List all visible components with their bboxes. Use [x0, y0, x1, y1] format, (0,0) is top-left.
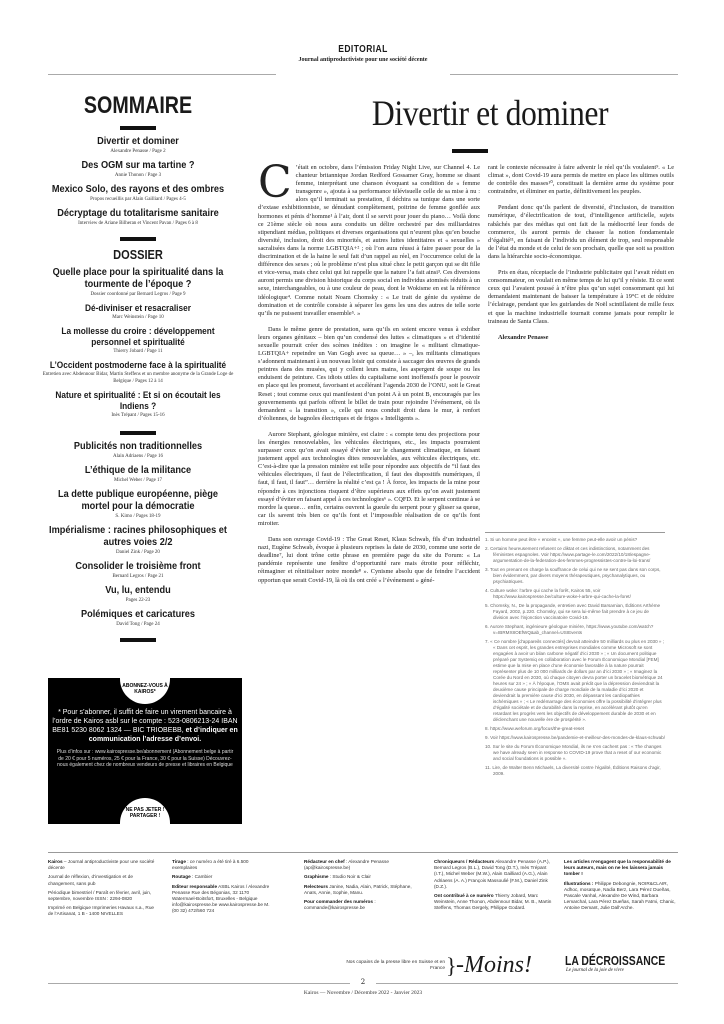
toc-entry-title: La mollesse du croire : développement personnel et spiritualité: [61, 326, 215, 347]
toc-entry-author: Dossier coordonné par Bernard Legros / Page 9: [90, 292, 186, 297]
colophon-text: Périodique bimestriel / Paraît en février, avril, juin, septembre, novembre ISSN : 2294-0820: [48, 889, 152, 902]
subscribe-badge: ABONNEZ-VOUS À KAIROS*: [120, 676, 170, 704]
title-underline: [452, 149, 488, 153]
toc-entry-author: S. Kimo / Pages 18-19: [115, 514, 161, 519]
article-paragraph: Dans son ouvrage Covid-19 : The Great Reset, Klaus Schwab, fils d’un industriel nazi, Eugène Schwab, évoque à plusieurs reprises la date de 2030, comme une sorte de deadline⁷, lui dont trône cette phrase en première page du site du Forum: « La pandémie représente une fenêtre d’opportunité rare mais étroite pour réfléchir, réimaginer et réinitialiser notre monde⁸ ». Cynisme absolu que de feindre l’accident opportun que serait Covid-19, là où ils ont créé « l’événement » géné-: [258, 536, 480, 584]
colophon-col-editors: [304, 859, 424, 914]
colophon-entry: [434, 859, 556, 890]
colophon-label: Les articles n’engagent que la responsabilité de leurs auteurs, mais on ne les laissera jamais tomber !: [564, 859, 671, 877]
toc-entry[interactable]: [40, 360, 236, 385]
footnote: 4. Culture woke: l’arbre qui cache la forêt, Kairos 55, voir https://www.kairospresse.be/culture-woke-l-arbre-qui-cache-la-foret/: [485, 588, 631, 599]
footnotes: [485, 532, 665, 780]
colophon-label: Graphisme: [304, 874, 329, 880]
colophon-entry: [564, 859, 678, 878]
paragraph-text: ’était en octobre, dans l’émission Friday Night Live, sur Channel 4. Le chanteur britannique Jordan Redford Gossamer Gray, homme se disant femme, interprétant une chanson évoquant sa condition de « femme transgenre », ajouta à sa performance télévisuelle celle de sa mise à nu : alors qu’il terminait sa prestation, il déchira sa tunique dans une sorte d’extase exhibitionniste, se dénudant complètement, poitrine de femme gonflée aux hormones et pénis d’homme¹ à l’air, dont il se servit pour jouer du piano… Voilà donc ce 21ème siècle où nous aura conduits un délire orchestré par des milliardaires stipendiant médias, politiques et diverses organisations qui n’eurent plus qu’en bouche diversité, inclusion, droit des minorités, et autres luttes identitaires et « sexuelles » sacralisées dans la norme LGBTQIA+² ; où l’on aura réussi à faire passer pour de la discrimination et de la haine le seul fait d’un rappel au réel, en l’occurrence celui de la différence des sexes ; où le problème n’est plus situé chez le petit garçon qui se dit fille et vice-versa, mais chez celui qui lui rappelle que la nature l’a fait ainsi³. Ces diversions auront permis une division historique du corps social en individus atomisés réduits à un sexe, interchangeables, ou à une couleur de peau, dont le Wokisme en est la référence idéologique⁴. Comme notait Noam Chomsky : « Le trait de génie du système de domination et de contrôle consiste à séparer les gens les uns des autres de telle sorte qu’ils ne puissent travailler ensemble⁵. »: [258, 164, 480, 317]
colophon-entry: [172, 859, 272, 871]
article-column-1: [258, 157, 480, 854]
colophon-label: Rédacteur en chef: [304, 859, 345, 864]
toc-entry[interactable]: [40, 160, 236, 179]
journal-subtitle: Journal antiproductiviste pour une société décente: [298, 57, 428, 63]
footnote: 1. Si un homme peut être « enceint », une femme peut-elle avoir un pénis?: [485, 537, 638, 542]
toc-entry-title: Consolider le troisième front: [75, 561, 201, 572]
colophon-entry: [304, 859, 424, 871]
toc-entry[interactable]: [40, 390, 236, 419]
toc-entry[interactable]: [40, 267, 236, 298]
article-paragraph: Pris en étau, réceptacle de l’industrie publicitaire qui l’avait réduit en consommateur, on voulait en même temps de lui qu’il y résiste. Et ce sont ceux qui l’avaient poussé à n’être plus qu’un sujet consommant qui lui demandaient maintenant de baisser la température à 19°C et de réduire l’éclairage, pendant que les guirlandes de Noël scintillaient de mille feux et que la machine industrielle tournait comme jamais pour remplir le traineau de Santa Claus.: [488, 269, 674, 325]
toc-entry-author: David Tong / Page 24: [116, 622, 160, 627]
colophon: [48, 852, 678, 917]
article-title: Divertir et dominer: [371, 93, 609, 133]
colophon-col-writers: [434, 859, 556, 915]
toc-entry-title: Impérialisme : racines philosophiques et autres voies 2/2: [49, 525, 227, 548]
colophon-label: Editeur responsable: [172, 883, 218, 889]
colophon-label: Kairos: [48, 859, 63, 864]
toc-entry-title: Des OGM sur ma tartine ?: [81, 160, 195, 171]
colophon-entry: [434, 893, 556, 912]
footnote: 7. « Ce nombre [d’appareils connectés] devrait atteindre 50 milliards ou plus en 2030 » ; « Dans cet esprit, les grandes entreprises mondiales comme Microsoft se sont engagées à avoir un bilan carbone négatif d’ici 2030 » ; « Un document politique préparé par Systemiq en collaboration avec le Forum Économique Mondial [FEM] estime que la mise en place d’une économie favorable à la nature pourrait représenter plus de 10 000 milliards de dollars par an d’ici 2030 » ; « Imaginez la Corée du Nord en 2030, où chaque citoyen devra porter un bracelet biométrique 24 heures sur 24 » ; « À l’époque, l’OMS avait prédit que la dépression deviendrait la deuxième cause principale de charge mondiale de la maladie d’ici 2020 et deviendrait la première cause d’ici 2030, en dépassant les cardiopathies ischémiques » ; « Le redémarrage des économies offre la possibilité d’intégrer plus d’égalité sociétale et de durabilité dans la reprise, en accélérant plutôt qu’en retardant les progrès vers les objectifs de développement durable de 2030 et en déclenchant une nouvelle ère de prospérité ».: [485, 639, 665, 722]
divider: [120, 237, 156, 241]
colophon-text: Philippe Debongnie, NOIR&CLAIR, Adhoc, mosaïque, Nadia Berz, Lara Pérez Dueñas, Pascale Vanhal, Alexandre De Wind, Barbara Lemarchal, Lara Pérez Dueñas, Sarah Fatmi, Chanic, Antoine Demant, Julie Dall’Arche.: [564, 880, 676, 911]
colophon-label: Tirage: [172, 859, 186, 864]
rule: [376, 983, 678, 984]
share-badge: NE PAS JETER ! PARTAGER !: [120, 798, 170, 826]
colophon-entry: [304, 899, 424, 911]
colophon-col-publication: [48, 859, 156, 921]
footnote: 5. Chomsky, N., De la propagande, entretien avec David Barsamian, Éditions Arthème Fayard, 2002, p.220. Chomsky, qui se sera lui-même fait prendre à ce jeu de division avec l’injonction vaccinatoire Covid-19.: [485, 603, 661, 620]
toc-entry[interactable]: [40, 208, 236, 227]
toc-entry-author: Pages 22-23: [125, 598, 151, 603]
footnote: 9. Voir https://www.kairospresse.be/pandemie-et-meilleur-des-mondes-de-klaus-schwab/: [485, 735, 665, 740]
colophon-text: : commande@kairospresse.be: [304, 899, 376, 911]
article-paragraph: [258, 157, 480, 318]
toc-entry[interactable]: [40, 184, 236, 203]
section-title: EDITORIAL: [338, 44, 388, 55]
toc-entry[interactable]: [40, 136, 236, 155]
page-number-bar: [48, 978, 678, 988]
subscribe-box: [48, 678, 242, 824]
issue-line: Kairos — Novembre / Décembre 2022 - Janvier 2023: [303, 990, 423, 996]
toc-entry-author: Bernard Legros / Page 21: [112, 574, 164, 579]
subscribe-info: Plus d’infos sur : www.kairospresse.be/abonnement (Abonnement belge à partir de 20 € pour 5 numéros, 25 € pour la France, 30 € pour la Suisse) Découvrez-nous également chez de nombreux vendeurs de presse et libraires en Belgique: [56, 749, 234, 769]
toc-entry-author: Marc Weinstein / Page 10: [112, 315, 164, 320]
colophon-text: : Cambier: [190, 874, 213, 880]
toc-entry[interactable]: [40, 525, 236, 556]
colophon-label: Routage: [172, 874, 191, 880]
header-rule-right: [450, 74, 678, 75]
footnote: 6. Aurore Stephant, ingénieure géologue minière, https://www.youtube.com/watch?v=IBRMX8OEfWQ&ab_channel=USIEvents: [485, 624, 654, 635]
colophon-label: Relecteurs: [304, 883, 328, 889]
colophon-text: Alexandre Penasse (A.P.), Bernard Legros (B.L.), David Tong (D.T.), Inès Trépant (I.T.), Michel Weber (M.W.), Alain Gailliard (A.G.), Alain Adriaens (A. A.) François Massoulié (F.M.), Daniel Zink (D.Z.).: [434, 859, 550, 889]
colophon-text: : ce numéro a été tiré à 6.500 exemplaires: [172, 859, 249, 871]
toc-entry-author: Inès Trépant / Pages 15-16: [111, 413, 165, 418]
colophon-entry: [172, 884, 272, 915]
toc-entry-author: Alain Adriaens / Page 16: [113, 454, 163, 459]
colophon-text: ASBL Kairos / Alexandre Penasse Rue des Bégonias, 32 1170 Watermael-Boitsfort, Bruxelles - Belgique info@kairospresse.be www.kairospresse.be M. (00 32) 472/560 724: [172, 883, 270, 914]
toc-entry-title: Mexico Solo, des rayons et des ombres: [51, 184, 225, 195]
footnote: 3. Tout en prenant en charge la souffrance de celui qui ne se sent pas dans son corps, bien évidemment, par divers moyens thérapeutiques, psychanalytiques, ou psychiatriques.: [485, 567, 661, 584]
colophon-text: Thierry Jobard, Marc Weinstein, Anne Thonon, Abdennour Bidar, M. B., Martin Steffens, Thomas Gergely, Philippe Godard.: [434, 893, 552, 911]
article-paragraph: rant le contexte nécessaire à faire advenir le réel qu’ils voulaient⁹. « Le climat », dont Covid-19 aura permis de mettre en place les ultimes outils de contrôle des masses¹⁰, constituait la dernière arme du système pour contraindre, et éliminer en partie, définitivement les peuples.: [488, 164, 674, 196]
page-header: [48, 40, 678, 63]
dossier-title: DOSSIER: [113, 247, 163, 262]
colophon-entry: [48, 859, 156, 871]
subscribe-main-text: [52, 708, 238, 744]
article-paragraph: Pendant donc qu’ils parlent de diversité, d’inclusion, de transition numérique, d’électrification de tout, d’intelligence artificielle, sujets rabâchés par des médias qui ont fait de la médiocrité leur fonds de commerce, ils auront permis de chasser la notion fondamentale d’égalité¹¹, en faisant de l’individu un élément de trop, seul responsable de l’état du monde et de celui de son prochain, quelle que soit sa position dans la hiérarchie socio-économique.: [488, 204, 674, 260]
toc-entry-title: Publicités non traditionnelles: [73, 441, 203, 452]
decroissance-logo: LA DÉCROISSANCE: [565, 953, 666, 968]
colophon-text: : Studio Noir & Clair: [328, 874, 371, 880]
subscribe-instructions: * Pour s’abonner, il suffit de faire un virement bancaire à l’ordre de Kairos asbl sur le compte : 523-0806213-24 IBAN BE81 5230 8062 1324 — BIC TRIOBEBB,: [52, 709, 238, 734]
footnote: 10. Sur le site du Forum Économique Mondial, ils ne s’en cachent pas : « The changes we have already seen in response to COVID-19 prove that a reset of our economic and social foundations is possible ».: [485, 744, 662, 761]
article-column-2: [488, 164, 674, 350]
toc-entry[interactable]: [40, 465, 236, 484]
article-signature: Alexandre Penasse: [498, 333, 549, 341]
partner-press-label: Nos copains de la presse libre en Suisse et en France: [346, 960, 445, 971]
colophon-entry: [564, 881, 678, 912]
toc-entry-author: Michel Weber / Page 17: [113, 478, 163, 483]
colophon-label: Ont contribué à ce numéro: [434, 893, 494, 899]
toc-entry-author: Daniel Zink / Page 20: [116, 550, 160, 555]
toc-entry-author: Propos recueillis par Alain Gailliard / Pages 4-5: [90, 197, 186, 202]
colophon-col-illustrations: [564, 859, 678, 915]
colophon-text: – Journal antiproductiviste pour une société décente: [48, 859, 155, 871]
decroissance-tagline: Le journal de la joie de vivre: [566, 968, 624, 973]
colophon-entry: [48, 874, 156, 886]
colophon-entry: [48, 890, 156, 902]
toc-entry-author: Interview de Ariane Bilheran et Vincent Pavan / Pages 6 à 8: [78, 221, 198, 226]
toc-entry-author: Alexandre Penasse / Page 2: [110, 149, 166, 154]
colophon-label: Pour commander des numéros: [304, 899, 374, 905]
divider: [120, 126, 156, 130]
brace-icon: }: [446, 953, 457, 978]
page-number: 2: [360, 978, 366, 986]
divider: [120, 638, 156, 642]
header-rule-left: [48, 74, 276, 75]
colophon-text: Janine, Nadia, Alain, Patrick, Stéphane, Anaïs, Annie, Sophie, Manu.: [304, 883, 412, 895]
toc-entry[interactable]: [40, 561, 236, 580]
drop-cap: C: [258, 157, 292, 208]
footnote: 2. Certains heureusement refusent ce diktat et ces indistinctions, notamment des féministes espagnoles. Voir https://www.partage-le.com/2022/10/18/espagne-argumentation-de-la-federation-des-femmes-progressistes-contre-la-loi-trans/: [485, 546, 651, 563]
article-paragraph: Aurore Stephant, géologue minière, est claire : « compte tenu des projections pour les énergies renouvelables, les véhicules électriques, etc., les impacts pourraient surpasser ceux qu’on avait essayé d’éviter sur le changement climatique, en faisant justement appel aux technologies dites renouvelables, aux véhicules électriques, etc. C’est-à-dire que la pression minière est telle pour répondre aux objectifs de “il faut des véhicules électriques, il faut de l’électrification, il faut des dispositifs numériques, il faut, il faut, il faut”… derrière la réalité c’est ça ! À force, les impacts de la mine pour répondre à ces injonctions risquent d’être supérieurs aux effets qu’on avait justement essayé d’éviter en faisant appel à ces technologies⁶ ». CQFD. Et le serpent continue à se mordre la queue… enfin, certains ouvrent la gueule du serpent pour y glisser sa queue, car ils savent très bien ce qu’ils font et l’impossible réalisation de ce qu’ils font miroiter.: [258, 430, 480, 527]
toc-entry-title: La dette publique européenne, piège mortel pour la démocratie: [57, 489, 218, 512]
colophon-label: Chroniqueurs / Rédacteurs: [434, 859, 495, 864]
colophon-entry: [304, 874, 424, 880]
toc-entry-title: Divertir et dominer: [97, 136, 179, 147]
subscribe-bold-line: et d’indiquer en communication l’adresse d’envoi.: [88, 727, 238, 743]
toc-entry-title: Polémiques et caricatures: [80, 609, 196, 620]
colophon-text: Imprimé en Belgique Imprimeries Havaux s.a., Rue de l’Artisanat, 1 B - 1400 NIVELLES: [48, 905, 155, 917]
toc-entry[interactable]: [40, 585, 236, 604]
toc-entry-title: Nature et spiritualité : Et si on écoutait les Indiens ?: [55, 390, 221, 411]
moins-logo: -Moins!: [456, 952, 532, 978]
colophon-label: Illustrations :: [564, 880, 594, 886]
divider: [120, 431, 156, 435]
toc-entry-title: Dé-diviniser et resacraliser: [85, 303, 191, 313]
toc-entry-author: Entretien avec Abdennour Bidar, Martin Steffens et un membre anonyme de la Grande Loge de Belgique / Pages 12 à 14: [42, 372, 234, 384]
table-of-contents: [40, 92, 236, 648]
toc-entry-author: Thierry Jobard / Page 11: [113, 349, 163, 354]
colophon-col-publisher: [172, 859, 272, 918]
footnote: 11. Lire, de Walter Benn Michaels, La diversité contre l’égalité, Éditions Raisons d’agir, 2009.: [485, 765, 661, 776]
toc-entry[interactable]: [40, 609, 236, 628]
article-paragraph: Dans le même genre de prestation, sans qu’ils en soient encore venus à exhiber leurs organes génitaux – bien qu’un condensé des luttes « climatiques » et d’identité sexuelle pourrait créer des scènes inédites : on imagine le « militant climatique-LGBTQIA+ repeindre un Van Gogh avec sa queue… » –, les militants climatiques s’adonnent maintenant à un nouveau loisir qui consiste à saccager des œuvres de grands peintres dans des musées, qui y collent leurs mains, les aspergent de soupe ou les enduisent de peinture. Ces idiots utiles du capitalisme sont inoffensifs pour le pouvoir en place qui les promeut, favorisant et accélérant l’agenda 2030 de l’ONU, soit le Great Reset ; tout comme ceux qui manifestent d’un point A à un point B, encouragés par les gouvernements qui parfois offrent le billet de train pour rejoindre l’événement, où ils demandent « la transition », celle qui nous conduit droit dans le mur, à renfort d’éoliennes, de bagnoles électriques et de frigos « Intelligents ».: [258, 325, 480, 422]
toc-entry-author: Annie Thonon / Page 3: [114, 173, 162, 178]
toc-entry-title: L’Occident postmoderne face à la spiritualité: [49, 360, 227, 370]
toc-entry-title: Quelle place pour la spiritualité dans la tourmente de l’époque ?: [52, 267, 224, 290]
toc-entry-title: Vu, lu, entendu: [105, 585, 171, 596]
colophon-text: : Alexandre Penasse (ap@kairospresse.be): [304, 859, 389, 871]
colophon-entry: [172, 874, 272, 880]
colophon-entry: [304, 884, 424, 896]
toc-entry[interactable]: [40, 441, 236, 460]
toc-entry[interactable]: [40, 326, 236, 355]
colophon-text: Journal de réflexion, d’investigation et de changement, sans pub: [48, 874, 133, 886]
toc-entry-title: Décryptage du totalitarisme sanitaire: [57, 208, 219, 219]
colophon-entry: [48, 905, 156, 917]
footnote: 8. https://www.weforum.org/focus/the-great-reset: [485, 726, 585, 731]
toc-entry-title: L’éthique de la militance: [84, 465, 192, 476]
toc-entry[interactable]: [40, 303, 236, 321]
toc-entry[interactable]: [40, 489, 236, 520]
toc-title: SOMMAIRE: [83, 92, 193, 119]
